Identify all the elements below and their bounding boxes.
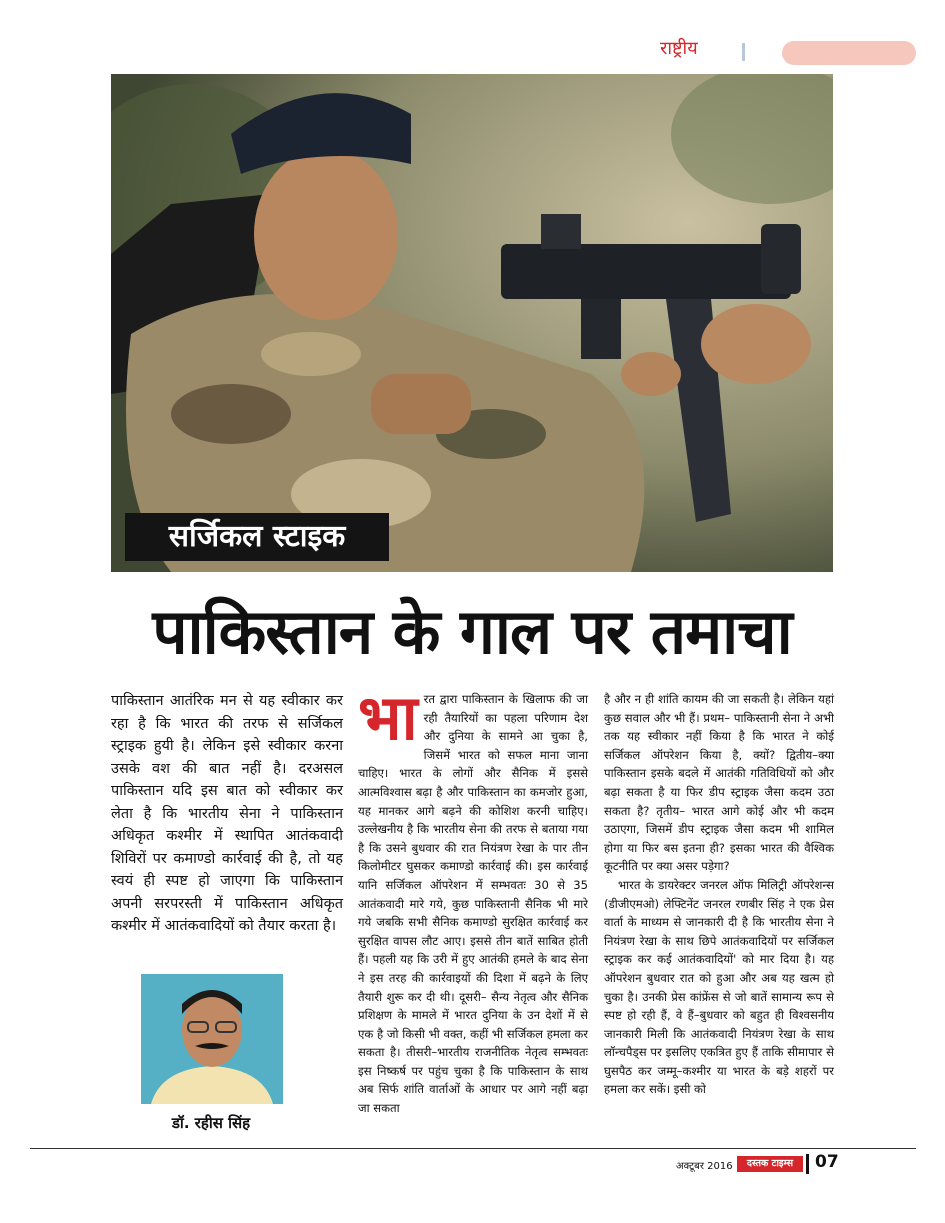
soldier-photo-illustration <box>111 74 833 572</box>
intro-text: पाकिस्तान आतंरिक मन से यह स्वीकार कर रहा है कि भारत की तरफ से सर्जिकल स्ट्राइक हुयी है। लेकिन इसे स्वीकार करना उसके वश की बात नहीं है। दरअसल पाकिस्तान यदि इस बात को स्वीकार कर लेता है कि भारतीय सेना ने पाकिस्तान अधिकृत कश्मीर में स्थापित आतंकवादी शिविरों पर कमाण्डो कार्रवाई की है, तो यह स्वयं ही स्पष्ट हो जाएगा कि पाकिस्तान अपनी सरपरस्ती में पाकिस्तान अधिकृत कश्मीर में आतंकवादियों को तैयार करता है। <box>111 693 343 934</box>
article-column-3-para-2: भारत के डायरेक्टर जनरल ऑफ मिलिट्री ऑपरेशन्स (डीजीएमओ) लेफ्टिनेंट जनरल रणबीर सिंह ने एक प्रेस वार्ता के माध्यम से जानकारी दी है कि भारतीय सेना ने नियंत्रण रेखा के साथ छिपे आतंकवादियों पर सर्जिकल स्ट्राइक कर कई आतंकवादियों' को मार दिया है। यह ऑपरेशन बुधवार रात को हुआ और अब यह खत्म हो चुका है। उनकी प्रेस कांफ्रेंस से जो बातें सामान्य रूप से स्पष्ट हो रही हैं, वे हैं–बुधवार को बहुत ही विश्वसनीय जानकारी मिली कि आतंकवादी नियंत्रण रेखा के साथ लॉन्चपैड्स पर इसलिए एकत्रित हुए हैं ताकि सीमापार से घुसपैठ कर जम्मू–कश्मीर या भारत के बड़े शहरों पर हमला कर सकें। इसी को <box>604 877 834 1097</box>
drop-cap: भा <box>358 681 418 754</box>
footer-rule <box>30 1148 916 1149</box>
author-portrait-illustration <box>141 974 283 1104</box>
article-column-2-text: रत द्वारा पाकिस्तान के खिलाफ की जा रही तैयारियों का पहला परिणाम देश और दुनिया के सामने आ चुका है, जिसमें भारत को सफल माना जाना चाहिए। भारत के लोगों और सैनिक में इससे आत्मविश्वास बढ़ा है और पाकिस्तान का कमजोर हुआ, यह मानकर आगे बढ़ने की कोशिश करनी चाहिए। उल्लेखनीय है कि भारतीय सेना की तरफ से बताया गया है कि उसने बुधवार की रात नियंत्रण रेखा के पार तीन किलोमीटर घुसकर कमाण्डो कार्रवाई की। इस कार्रवाई यानि सर्जिकल ऑपरेशन में सम्भवतः 30 से 35 आतंकवादी मारे गये, कुछ पाकिस्तानी सैनिक भी मारे गये जबकि सभी सैनिक कमाण्डो सुरक्षित कार्रवाई कर सुरक्षित वापस लौट आए। इससे तीन बातें साबित होती हैं। पहली यह कि उरी में हुए आतंकी हमले के बाद सेना ने इस तरह की कार्रवाइयों की दिशा में बढ़ने के लिए तैयारी शुरू कर दी थी। दूसरी– सैन्य नेतृत्व और सैनिक प्रशिक्षण के मामले में भारत दुनिया के उन देशों में से एक है जो किसी भी वक्त, कहीं भी सर्जिकल हमला कर सकता है। तीसरी–भारतीय राजनीतिक नेतृत्व सम्भवतः इस निष्कर्ष पर पहुंच चुका है कि पाकिस्तान के साथ अब सिर्फ शांति वार्ताओं के आधार पर आगे नहीं बढ़ा जा सकता <box>358 692 588 1116</box>
page-number: 07 <box>815 1152 839 1172</box>
footer-separator <box>806 1154 809 1174</box>
kicker-label: सर्जिकल स्टाइक <box>125 513 389 561</box>
headline: पाकिस्तान के गाल पर तमाचा <box>152 595 792 668</box>
author-photo <box>141 974 283 1104</box>
section-pill <box>782 41 916 65</box>
author-name: डॉ. रहीस सिंह <box>171 1114 251 1132</box>
article-column-3-para-1: है और न ही शांति कायम की जा सकती है। लेकिन यहां कुछ सवाल और भी हैं। प्रथम– पाकिस्तानी सेना ने अभी तक यह स्वीकार नहीं किया है कि भारत ने कोई सर्जिकल ऑपरेशन किया है, क्यों? द्वितीय–क्या पाकिस्तान इसके बदले में आतंकी गतिविधियों को और बढ़ा सकता है या फिर डीप स्ट्राइक जैसा कदम उठा सकता है? तृतीय– भारत आगे कोई और भी कदम उठाएगा, जिसमें डीप स्ट्राइक जैसा कदम भी शामिल होगा या फिर बस इतना ही? इसका भारत की वैश्विक कूटनीति पर क्या असर पड़ेगा? <box>604 692 834 874</box>
article-column-2 <box>358 681 588 1118</box>
hero-photo <box>111 74 833 572</box>
footer-brand-logo: दस्तक टाइम्स <box>737 1156 803 1172</box>
section-separator <box>742 43 745 61</box>
article-column-3 <box>604 690 834 1099</box>
footer-date: अक्टूबर 2016 <box>676 1161 733 1172</box>
section-label: राष्ट्रीय <box>660 38 698 59</box>
